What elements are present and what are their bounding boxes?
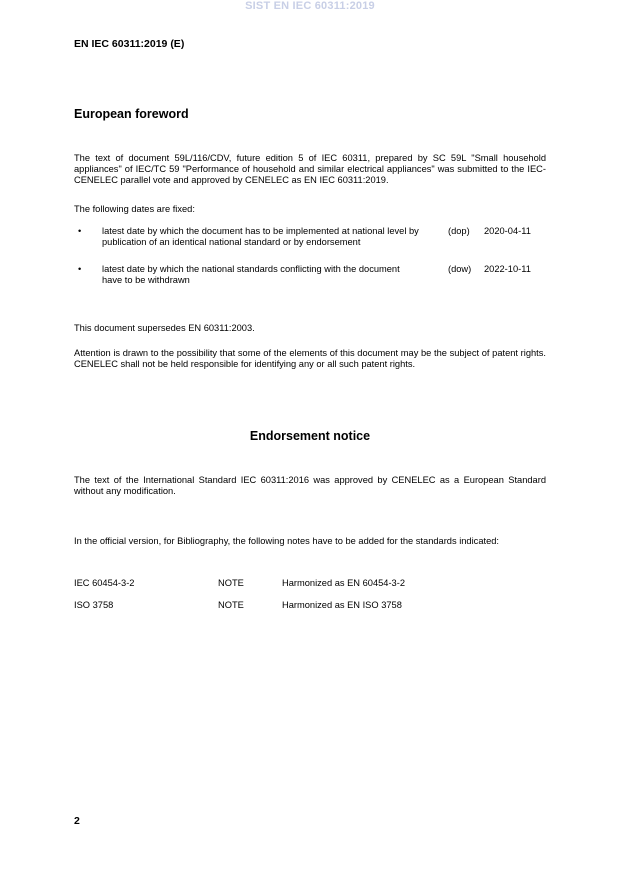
foreword-intro: The text of document 59L/116/CDV, future edition 5 of IEC 60311, prepared by SC 59L "Small household appliances" of IEC/TC 59 "Performance of household and similar electrical appliances" was submitted to the IEC-CENELEC parallel vote and approved by CENELEC as EN IEC 60311:2019. — [74, 153, 546, 185]
endorsement-heading: Endorsement notice — [249, 429, 371, 443]
document-id: EN IEC 60311:2019 (E) — [74, 38, 185, 50]
watermark: SIST EN IEC 60311:2019 — [245, 0, 375, 12]
bibliography-intro: In the official version, for Bibliography, the following notes have to be added for the standards indicated: — [74, 536, 499, 546]
note-standard: ISO 3758 — [74, 600, 114, 610]
bullet-dop: • — [78, 226, 82, 236]
dates-intro: The following dates are fixed: — [74, 204, 195, 214]
dow-date: 2022-10-11 — [484, 264, 531, 274]
page-number: 2 — [74, 815, 80, 827]
bullet-dow: • — [78, 264, 82, 274]
patent-notice: Attention is drawn to the possibility that some of the elements of this document may be the subject of patent rights. CENELEC shall not be held responsible for identifying any or all such patent rights. — [74, 348, 546, 369]
dow-description: latest date by which the national standards conflicting with the document have to be withdrawn — [102, 264, 400, 285]
endorsement-text: The text of the International Standard IEC 60311:2016 was approved by CENELEC as a European Standard without any modification. — [74, 475, 546, 496]
foreword-heading: European foreword — [74, 107, 189, 121]
note-label: NOTE — [218, 578, 244, 588]
dop-date: 2020-04-11 — [484, 226, 531, 236]
note-standard: IEC 60454-3-2 — [74, 578, 135, 588]
dow-code: (dow) — [448, 264, 472, 274]
supersedes-note: This document supersedes EN 60311:2003. — [74, 323, 255, 333]
dop-code: (dop) — [448, 226, 470, 236]
note-label: NOTE — [218, 600, 244, 610]
note-text: Harmonized as EN 60454-3-2 — [282, 578, 405, 588]
dop-description: latest date by which the document has to be implemented at national level by publication of an identical national standard or by endorsement — [102, 226, 419, 247]
note-text: Harmonized as EN ISO 3758 — [282, 600, 402, 610]
